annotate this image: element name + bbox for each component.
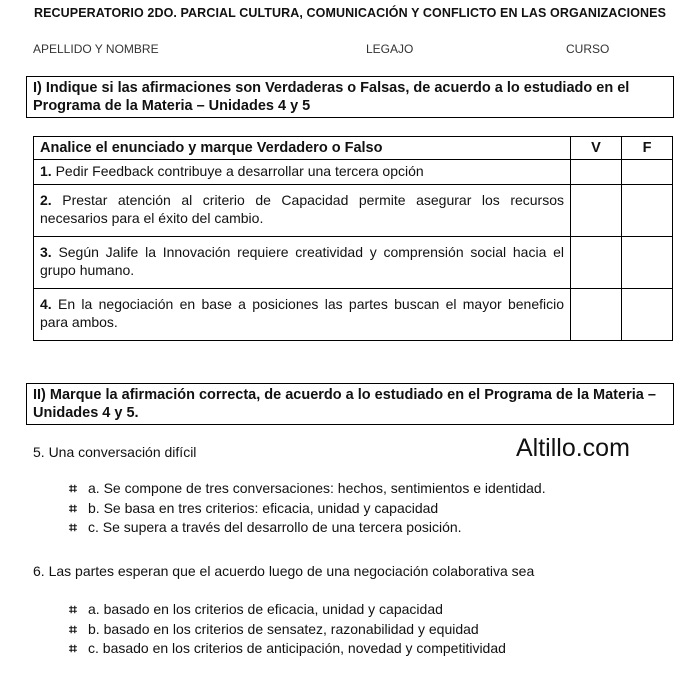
option-label: b. basado en los criterios de sensatez, razonabilidad y equidad <box>88 620 479 637</box>
option-label: a. basado en los criterios de eficacia, unidad y capacidad <box>88 601 443 617</box>
statement-number: 3. <box>40 244 52 260</box>
option-6b[interactable] <box>64 620 506 640</box>
answer-f-cell[interactable] <box>622 160 673 185</box>
square-hash-icon: ⌗ <box>69 480 77 496</box>
square-hash-icon: ⌗ <box>69 519 77 535</box>
answer-f-cell[interactable] <box>622 237 673 289</box>
table-row <box>34 237 673 289</box>
option-label: a. Se compone de tres conversaciones: hechos, sentimientos e identidad. <box>88 480 546 496</box>
square-hash-icon: ⌗ <box>69 620 77 637</box>
question-5-options <box>64 479 546 538</box>
section2-heading: II) Marque la afirmación correcta, de acuerdo a lo estudiado en el Programa de la Materia – Unidades 4 y 5. <box>26 383 674 425</box>
statement-cell <box>34 185 571 237</box>
question-5: 5. Una conversación difícil <box>33 444 197 460</box>
answer-v-cell[interactable] <box>571 185 622 237</box>
statement-number: 2. <box>40 192 52 208</box>
statement-cell <box>34 160 571 185</box>
statement-cell <box>34 237 571 289</box>
statement-cell <box>34 289 571 341</box>
watermark-logo: Altillo.com <box>516 434 630 462</box>
col-statement-header: Analice el enunciado y marque Verdadero o Falso <box>34 137 571 160</box>
square-hash-icon: ⌗ <box>69 499 77 516</box>
true-false-table <box>33 136 673 341</box>
field-legajo: LEGAJO <box>366 42 414 56</box>
option-5a[interactable] <box>64 479 546 499</box>
statement-text: Prestar atención al criterio de Capacidad permite asegurar los recursos necesarios para el éxito del cambio. <box>40 192 565 226</box>
option-6a[interactable] <box>64 600 506 620</box>
statement-text: En la negociación en base a posiciones las partes buscan el mayor beneficio para ambos. <box>40 296 565 330</box>
section1-heading: I) Indique si las afirmaciones son Verdaderas o Falsas, de acuerdo a lo estudiado en el Programa de la Materia – Unidades 4 y 5 <box>26 76 674 118</box>
square-hash-icon: ⌗ <box>69 601 77 617</box>
option-label: c. Se supera a través del desarrollo de una tercera posición. <box>88 519 462 535</box>
col-v-header: V <box>571 137 622 160</box>
field-apellido-nombre: APELLIDO Y NOMBRE <box>33 42 159 56</box>
table-row <box>34 185 673 237</box>
answer-v-cell[interactable] <box>571 289 622 341</box>
table-row <box>34 289 673 341</box>
option-6c[interactable] <box>64 639 506 659</box>
statement-number: 1. <box>40 163 52 179</box>
question-6-options <box>64 600 506 659</box>
answer-v-cell[interactable] <box>571 237 622 289</box>
field-curso: CURSO <box>566 42 610 56</box>
col-f-header: F <box>622 137 673 160</box>
option-5b[interactable] <box>64 499 546 519</box>
table-row <box>34 160 673 185</box>
statement-text: Pedir Feedback contribuye a desarrollar una tercera opción <box>55 163 424 179</box>
answer-f-cell[interactable] <box>622 185 673 237</box>
square-hash-icon: ⌗ <box>69 640 77 656</box>
answer-v-cell[interactable] <box>571 160 622 185</box>
question-6: 6. Las partes esperan que el acuerdo luego de una negociación colaborativa sea <box>33 563 535 579</box>
option-label: c. basado en los criterios de anticipación, novedad y competitividad <box>88 640 506 656</box>
statement-text: Según Jalife la Innovación requiere creatividad y comprensión social hacia el grupo humano. <box>40 244 564 278</box>
answer-f-cell[interactable] <box>622 289 673 341</box>
exam-title: RECUPERATORIO 2DO. PARCIAL CULTURA, COMUNICACIÓN Y CONFLICTO EN LAS ORGANIZACIONES <box>33 6 667 20</box>
option-label: b. Se basa en tres criterios: eficacia, unidad y capacidad <box>88 499 439 516</box>
statement-number: 4. <box>40 296 52 312</box>
option-5c[interactable] <box>64 518 546 538</box>
